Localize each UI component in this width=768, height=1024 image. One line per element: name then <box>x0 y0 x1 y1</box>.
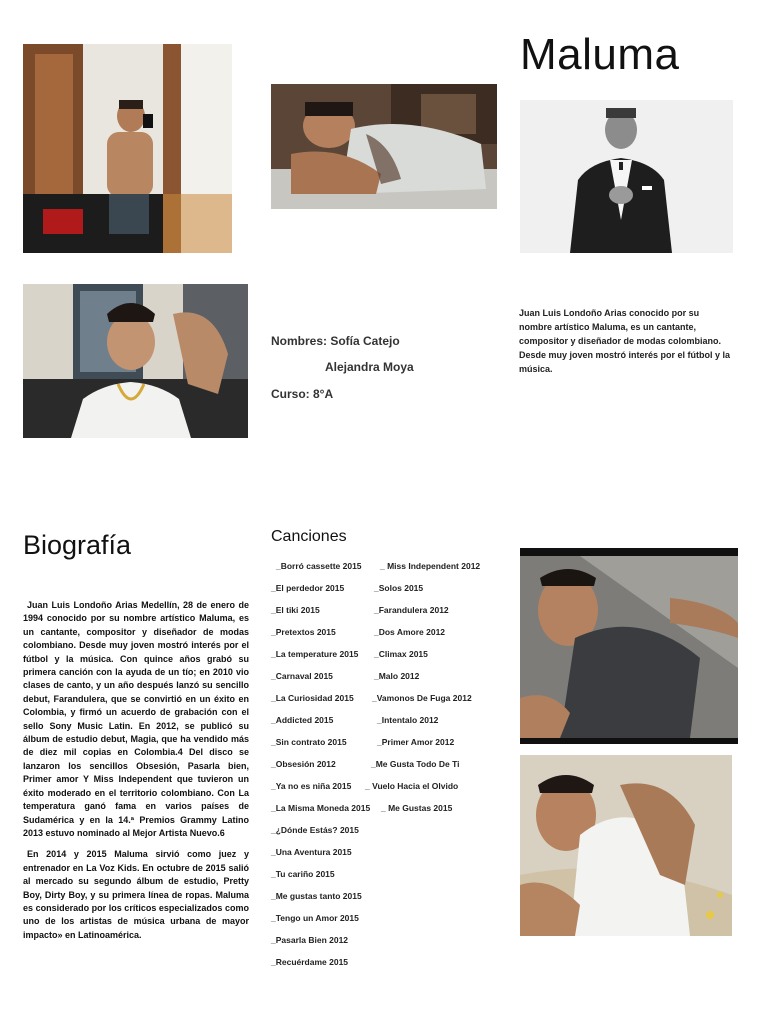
intro-text: Juan Luis Londoño Arias conocido por su nombre artístico Maluma, es un cantante, compositor y diseñador de modas colombiano. Desde muy joven mostró interés por el fútbol y la música. <box>519 308 731 374</box>
student-name-2: Alejandra Moya <box>325 360 414 374</box>
beach-selfie-photo <box>520 755 732 936</box>
song-item: _Obsesión 2012 <box>271 759 336 769</box>
song-item: _El tiki 2015 <box>271 605 320 615</box>
song-item: _La Misma Moneda 2015 <box>271 803 371 813</box>
page-title: Maluma <box>520 30 680 79</box>
lying-down-photo <box>271 84 497 209</box>
songs-title: Canciones <box>271 528 347 545</box>
gray-shirt-selfie-photo <box>520 548 738 744</box>
biography-text <box>23 599 249 950</box>
song-item: _Intentalo 2012 <box>377 715 439 725</box>
song-item: _ Vuelo Hacia el Olvido <box>365 781 459 791</box>
song-item: _Una Aventura 2015 <box>271 847 352 857</box>
song-item: _Farandulera 2012 <box>374 605 449 615</box>
song-item: _Primer Amor 2012 <box>377 737 455 747</box>
biography-title: Biografía <box>23 530 132 560</box>
song-item: _Ya no es niña 2015 <box>271 781 352 791</box>
student-name-1: Nombres: Sofía Catejo <box>271 334 400 348</box>
song-item: _ Me Gustas 2015 <box>381 803 453 813</box>
song-item: _La Curiosidad 2015 <box>271 693 354 703</box>
song-item: _Climax 2015 <box>374 649 428 659</box>
song-item: _Carnaval 2015 <box>271 671 333 681</box>
biography-paragraph: Juan Luis Londoño Arias Medellín, 28 de enero de 1994 conocido por su nombre artístico Maluma, es un cantante, compositor y diseñador de modas colombiano. Desde muy joven mostró interés por el fútbol y la música. Con quince años grabó su primera canción con la ayuda de un tío; en 2010 vio clases de canto, y un año después lanzó su sencillo debut, Farandulera, que se convirtió en un éxito en Colombia, y firmó un acuerdo de grabación con el sello Sony Music Latin. En 2012, se publicó su álbum de estudio debut, Magia, que ha vendido más de diez mil copias en Colombia.4 Del disco se lanzaron los sencillos Obsesión, Pasarla bien, Primer amor Y Miss Independent que tuvieron un éxito moderado en el territorio colombiano. Con La temperatura ganó fama en varios países de Sudamérica y en la 14.ª Premios Grammy Latino 2013 estuvo nominado al Mejor Artista Nuevo.6 <box>23 600 249 838</box>
song-item: _ Miss Independent 2012 <box>380 561 481 571</box>
song-item: _La temperature 2015 <box>271 649 359 659</box>
tank-top-sofa-photo <box>23 284 248 438</box>
song-item: _Borró cassette 2015 <box>276 561 362 571</box>
song-item: _El perdedor 2015 <box>271 583 345 593</box>
song-item: _Solos 2015 <box>374 583 424 593</box>
course-line: Curso: 8°A <box>271 387 334 401</box>
song-item: _Addicted 2015 <box>271 715 334 725</box>
song-item: _Pasarla Bien 2012 <box>271 935 349 945</box>
song-item: _Recuérdame 2015 <box>271 957 349 967</box>
song-item: _¿Dónde Estás? 2015 <box>271 825 359 835</box>
song-item: _Pretextos 2015 <box>271 627 336 637</box>
suit-portrait-photo <box>520 100 733 253</box>
selfie-mirror-photo <box>23 44 232 253</box>
song-item: _Sin contrato 2015 <box>271 737 347 747</box>
song-item: _Vamonos De Fuga 2012 <box>372 693 472 703</box>
song-item: _Me Gusta Todo De Ti <box>371 759 460 769</box>
biography-paragraph: En 2014 y 2015 Maluma sirvió como juez y entrenador en La Voz Kids. En octubre de 2015 salió al mercado su segundo álbum de estudio, Pretty Boy, Dirty Boy, y su primera línea de ropas. Maluma es considerado por los críticos especializados como uno de los artistas de música urbana de mayor impacto» en Latinoamérica. <box>23 849 249 940</box>
song-item: _Me gustas tanto 2015 <box>271 891 362 901</box>
song-item: _Tu cariño 2015 <box>271 869 335 879</box>
song-item: _Malo 2012 <box>374 671 420 681</box>
song-item: _Dos Amore 2012 <box>374 627 446 637</box>
song-item: _Tengo un Amor 2015 <box>271 913 359 923</box>
